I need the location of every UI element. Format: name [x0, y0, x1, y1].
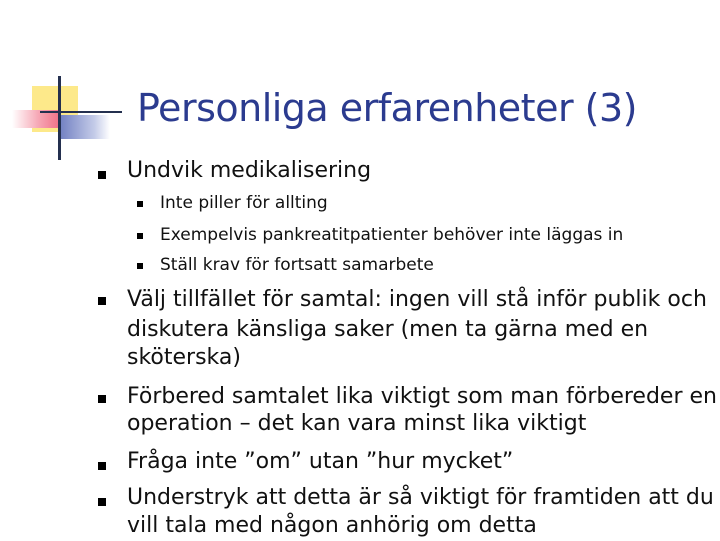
bullet-text-line: Understryk att detta är så viktigt för framtiden att du — [127, 485, 714, 510]
logo-blue-bar — [58, 115, 110, 139]
bullet-text-line: Förbered samtalet lika viktigt som man förbereder en — [127, 384, 717, 409]
bullet-square-icon — [98, 462, 106, 470]
bullet-square-icon — [137, 201, 143, 207]
bullet-text: Undvik medikalisering — [127, 158, 372, 183]
sub-bullet-text: Ställ krav för fortsatt samarbete — [160, 255, 434, 275]
logo-vertical-line — [58, 76, 61, 160]
bullet-square-icon — [98, 297, 106, 305]
bullet-text-line: operation – det kan vara minst lika viktigt — [127, 411, 587, 436]
bullet-square-icon — [137, 233, 143, 239]
bullet-square-icon — [137, 263, 143, 269]
bullet-square-icon — [98, 171, 106, 179]
sub-bullet-text: Inte piller för allting — [160, 193, 328, 213]
bullet-text-line: Välj tillfället för samtal: ingen vill stå inför publik och — [127, 287, 707, 312]
bullet-text: Fråga inte ”om” utan ”hur mycket” — [127, 449, 514, 474]
bullet-square-icon — [98, 395, 106, 403]
slide-title: Personliga erfarenheter (3) — [137, 86, 637, 130]
decorative-logo — [0, 0, 140, 170]
bullet-text-line: diskutera känsliga saker (men ta gärna med en — [127, 317, 649, 342]
bullet-text-line: vill tala med någon anhörig om detta — [127, 513, 537, 538]
sub-bullet-text: Exempelvis pankreatitpatienter behöver inte läggas in — [160, 225, 624, 245]
logo-horizontal-line — [40, 111, 122, 113]
bullet-text-line: sköterska) — [127, 345, 241, 370]
bullet-square-icon — [98, 498, 106, 506]
